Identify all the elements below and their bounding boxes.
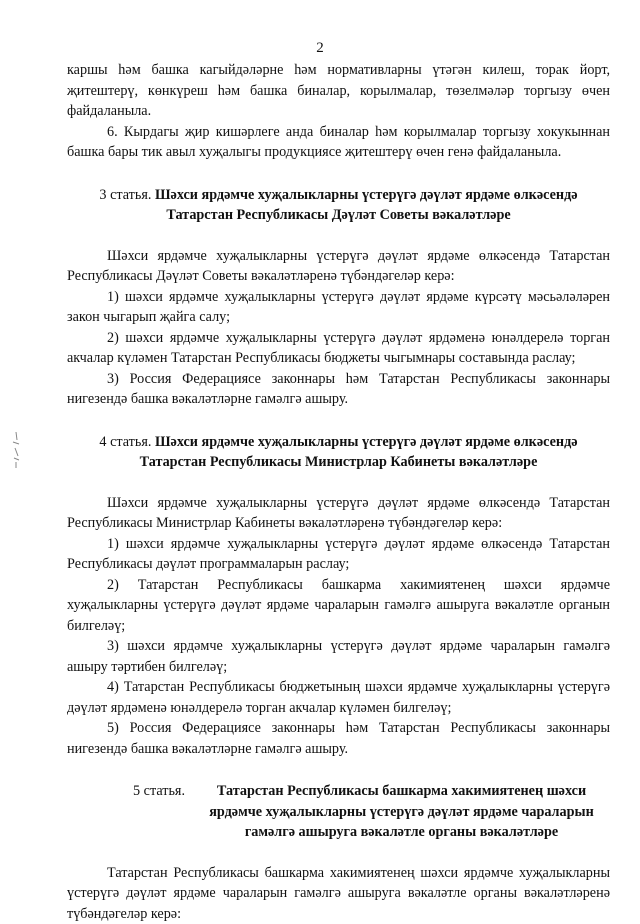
article-3-heading (67, 185, 610, 226)
article-4-label: 4 статья. (99, 434, 151, 450)
continued-paragraph: каршы һәм башка кагыйдәләрне һәм нормативларны үтәгән килеш, торак йорт, җитештерү, көнкүреш һәм башка биналар, корылмалар, төзелмәләр торгызу өчен файдаланыла. (67, 60, 610, 122)
page-number: 2 (0, 40, 640, 57)
article-4-item-4: 4) Татарстан Республикасы бюджетының шәхси ярдәмче хуҗалыкларны үстерүгә дәүләт ярдәменә юнәлдерелә торган акчалар күләмен билгеләү; (67, 677, 610, 718)
document-body (67, 60, 610, 924)
article-5-label: 5 статья. (67, 781, 193, 843)
article-4-intro: Шәхси ярдәмче хуҗалыкларны үстерүгә дәүләт ярдәме өлкәсендә Татарстан Республикасы Министрлар Кабинеты вәкаләтләренә түбәндәгеләр керә: (67, 493, 610, 534)
article-3-intro: Шәхси ярдәмче хуҗалыкларны үстерүгә дәүләт ярдәме өлкәсендә Татарстан Республикасы Дәүләт Советы вәкаләтләренә түбәндәгеләр керә: (67, 246, 610, 287)
article-4-title-line2: Татарстан Республикасы Министрлар Кабинеты вәкаләтләре (140, 454, 538, 470)
article-4-title-line1: Шәхси ярдәмче хуҗалыкларны үстерүгә дәүләт ярдәме өлкәсендә (155, 434, 578, 450)
article-3-label: 3 статья. (99, 187, 151, 203)
article-4-item-3: 3) шәхси ярдәмче хуҗалыкларны үстерүгә дәүләт ярдәме чараларын гамәлгә ашыру тәртибен билгеләү; (67, 636, 610, 677)
article-4-item-1: 1) шәхси ярдәмче хуҗалыкларны үстерүгә дәүләт ярдәме өлкәсендә Татарстан Республикасы дәүләт программаларын раслау; (67, 534, 610, 575)
article-3-item-3: 3) Россия Федерациясе законнары һәм Татарстан Республикасы законнары нигезендә башка вәкаләтләрне гамәлгә ашыру. (67, 369, 610, 410)
article-3-title-line1: Шәхси ярдәмче хуҗалыкларны үстерүгә дәүләт ярдәме өлкәсендә (155, 187, 578, 203)
article-3-item-2: 2) шәхси ярдәмче хуҗалыкларны үстерүгә дәүләт ярдәменә юнәлдерелә торган акчалар күләмен Татарстан Республикасы бюджеты чыгымнары составында раслау; (67, 328, 610, 369)
article-3-item-1: 1) шәхси ярдәмче хуҗалыкларны үстерүгә дәүләт ярдәме күрсәтү мәсьәләләрен закон чыгарып җайга салу; (67, 287, 610, 328)
article-5-heading (67, 781, 610, 843)
article-4-heading (67, 432, 610, 473)
article-3-title-line2: Татарстан Республикасы Дәүләт Советы вәкаләтләре (166, 207, 510, 223)
article-5-intro: Татарстан Республикасы башкарма хакимиятенең шәхси ярдәмче хуҗалыкларны үстерүгә дәүләт ярдәме чараларын гамәлгә ашыруга вәкаләтле органы вәкаләтләренә түбәндәгеләр керә: (67, 863, 610, 924)
article-4-item-5: 5) Россия Федерациясе законнары һәм Татарстан Республикасы законнары нигезендә башка вәкаләтләрне гамәлгә ашыру. (67, 718, 610, 759)
paragraph-6: 6. Кырдагы җир кишәрлеге анда биналар һәм корылмалар торгызу хокукыннан башка бары тик авыл хуҗалыгы продукциясе җитештерү өчен генә файдаланыла. (67, 122, 610, 163)
article-5-title: Татарстан Республикасы башкарма хакимиятенең шәхси ярдәмче хуҗалыкларны үстерүгә дәүләт ярдәме чараларын гамәлгә ашыруга вәкаләтле органы вәкаләтләре (193, 781, 610, 843)
margin-scribble-mark (10, 430, 22, 470)
article-4-item-2: 2) Татарстан Республикасы башкарма хакимиятенең шәхси ярдәмче хуҗалыкларны үстерүгә дәүләт ярдәме чараларын гамәлгә ашыруга вәкаләтле органын билгеләү; (67, 575, 610, 637)
